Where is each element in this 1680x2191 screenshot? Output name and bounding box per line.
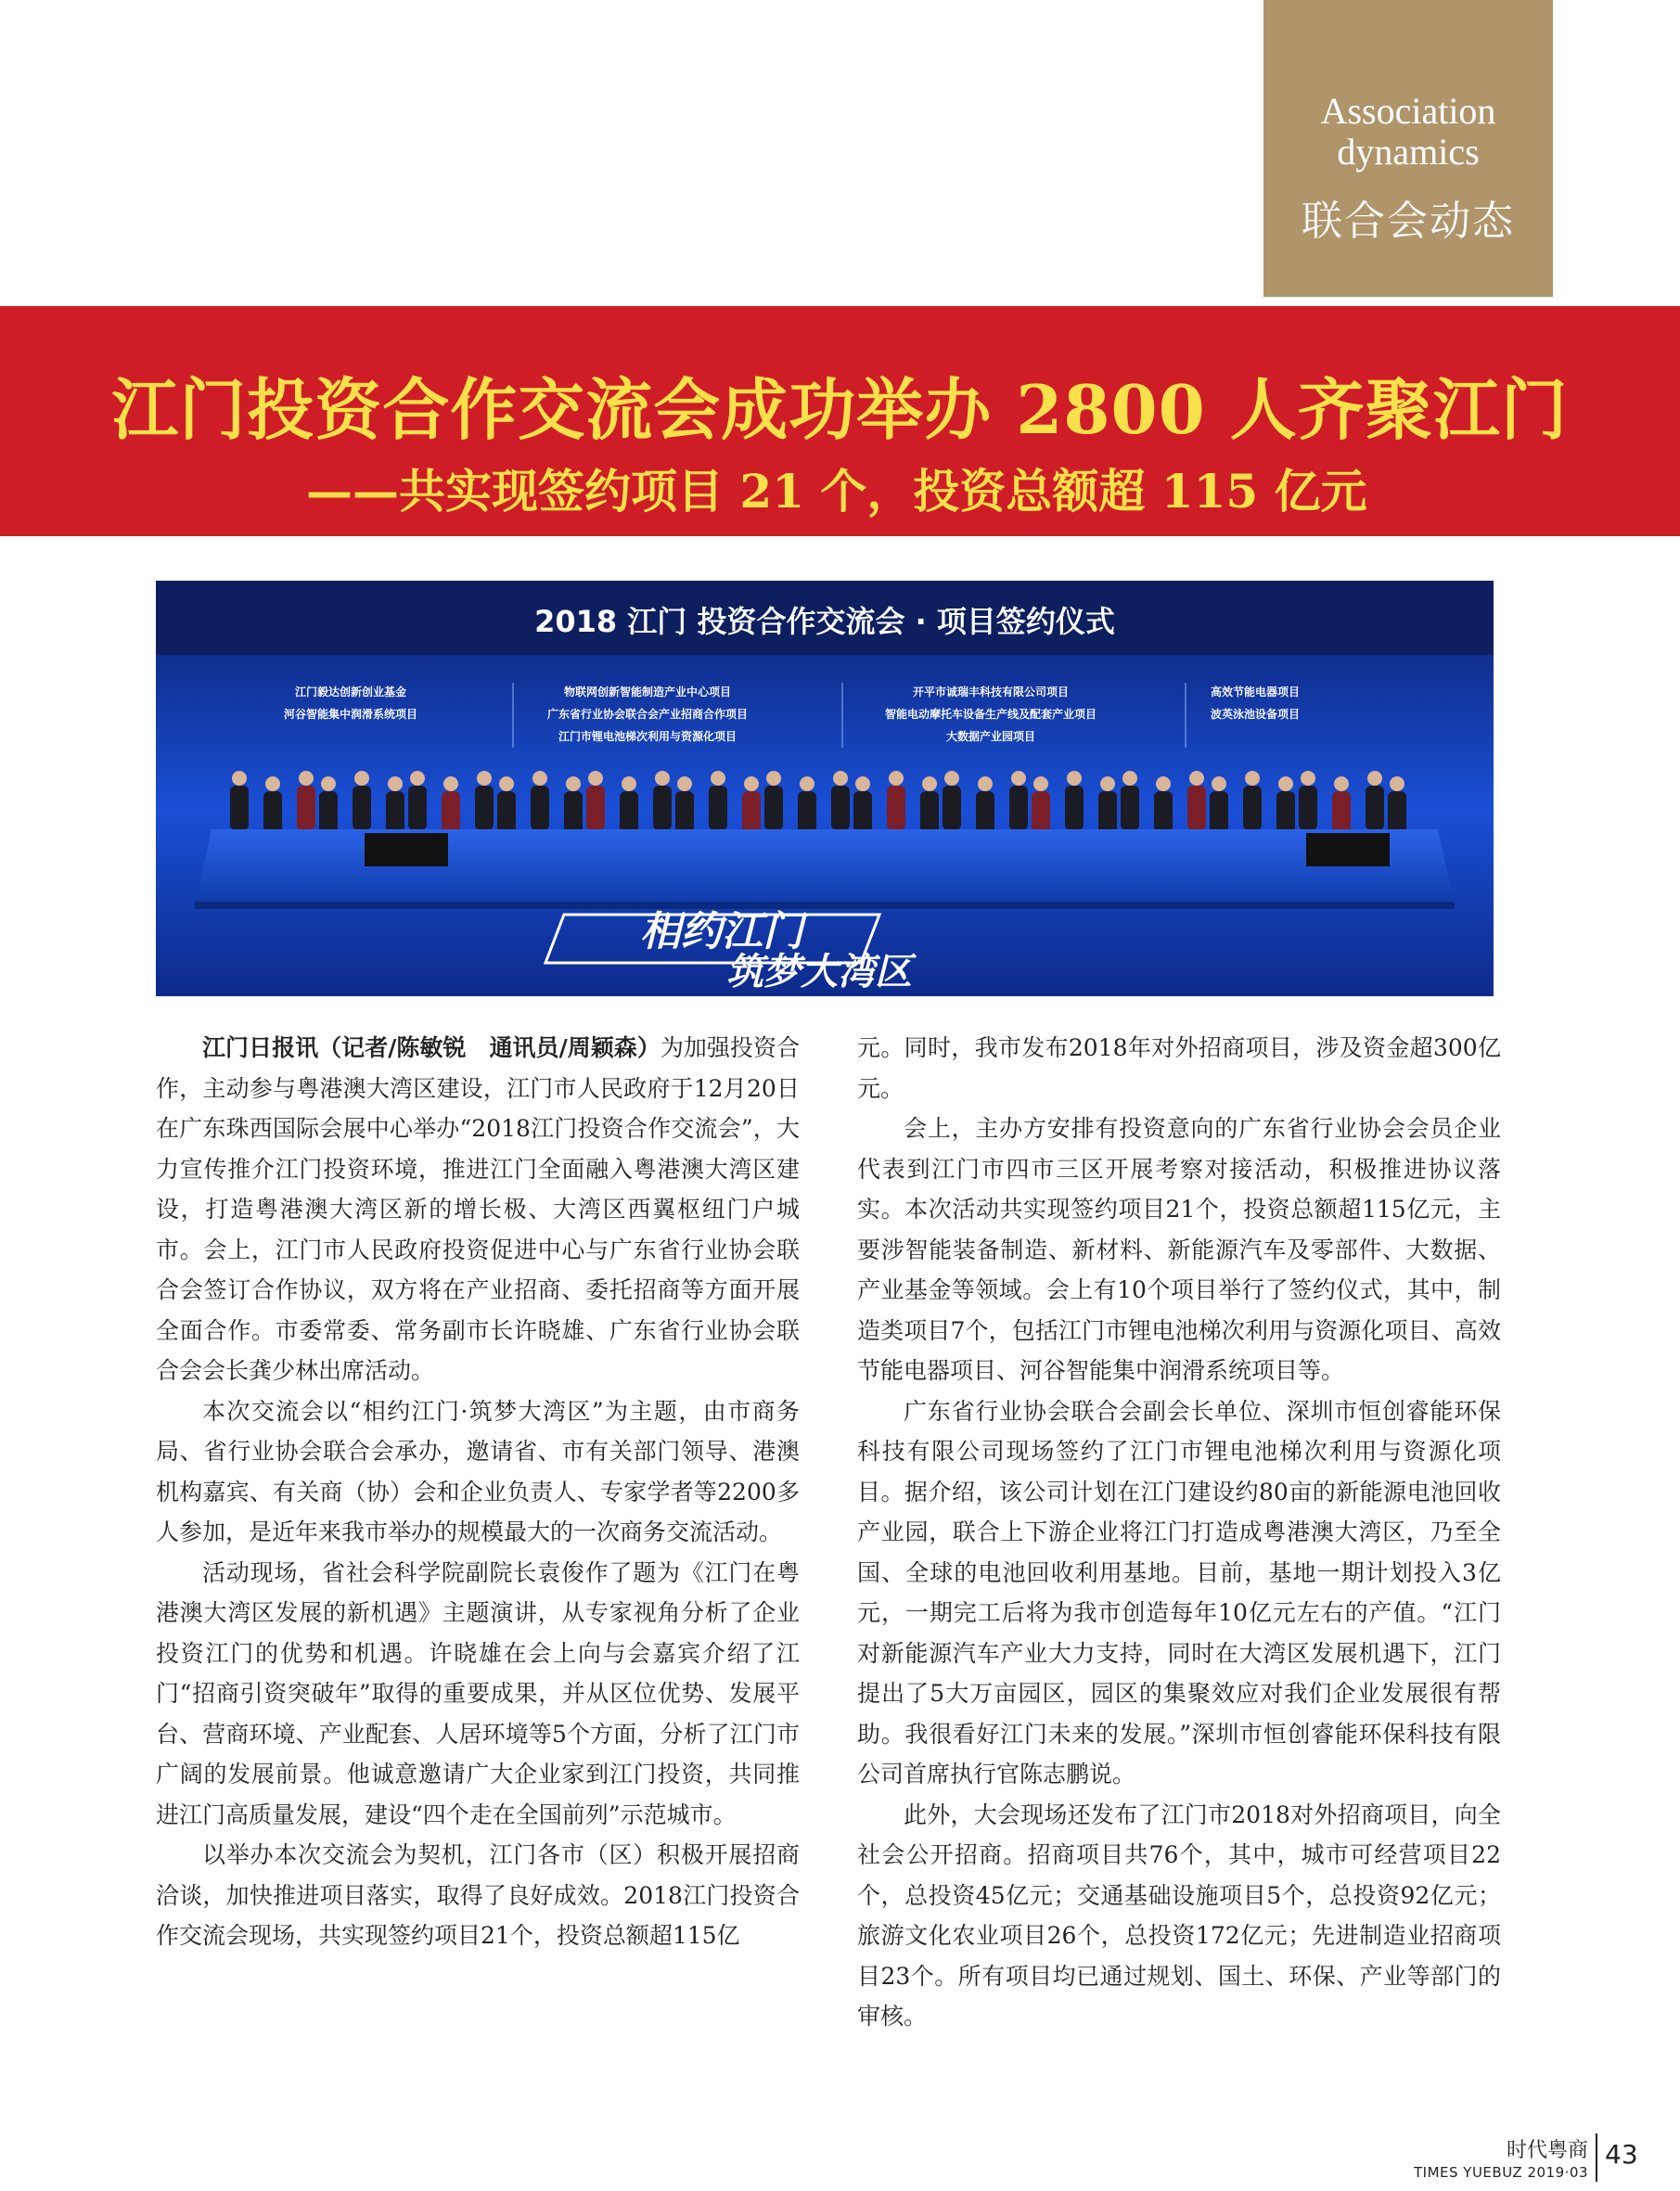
person-body (1098, 791, 1117, 836)
screen-item: 波英泳池设备项目 (1210, 708, 1301, 721)
person-body (853, 791, 872, 836)
screen-item: 智能电动摩托车设备生产线及配套产业项目 (884, 708, 1097, 721)
person-body (943, 786, 961, 830)
screen-item: 江门市锂电池梯次利用与资源化项目 (558, 730, 737, 743)
person-head (744, 776, 759, 791)
person-head (833, 771, 848, 786)
screen-item: 高效节能电器项目 (1210, 685, 1301, 698)
person-body (297, 786, 315, 830)
person-head (978, 776, 993, 791)
page-number: 43 (1605, 2139, 1638, 2170)
headline-title: 江门投资合作交流会成功举办 2800 人齐聚江门 (111, 370, 1569, 449)
person-head (711, 771, 725, 786)
person-head (232, 771, 247, 786)
headline-subtitle: ——共实现签约项目 21 个，投资总额超 115 亿元 (306, 464, 1367, 519)
person-head (944, 771, 959, 786)
screen-item: 开平市诚瑞丰科技有限公司项目 (912, 685, 1070, 698)
person-head (354, 771, 369, 786)
person-head (566, 776, 581, 791)
person-body (497, 791, 516, 836)
person-body (1366, 786, 1384, 830)
person-body (1121, 786, 1139, 830)
person-head (443, 776, 458, 791)
person-body (1388, 791, 1406, 836)
person-head (1245, 771, 1260, 786)
person-body (742, 791, 761, 836)
person-head (1212, 776, 1226, 791)
person-head (889, 771, 904, 786)
person-body (230, 786, 249, 830)
person-head (588, 771, 603, 786)
person-head (1189, 771, 1204, 786)
person-head (855, 776, 870, 791)
article-paragraph: 广东省行业协会联合会副会长单位、深圳市恒创睿能环保科技有限公司现场签约了江门市锂电池梯次利用与资源化项目。据介绍，该公司计划在江门建设约80亩的新能源电池回收产业园，联合上下游企业将江门打造成粤港澳大湾区，乃至全国、全球的电池回收利用基地。目前，基地一期计划投入3亿元，一期完工后将为我市创造每年10亿元左右的产值。“江门对新能源汽车产业大力支持，同时在大湾区发展机遇下，江门提出了5大万亩园区，园区的集聚效应对我们企业发展很有帮助。我很看好江门未来的发展。”深圳市恒创睿能环保科技有限公司首席执行官陈志鹏说。 (857, 1397, 1501, 1787)
magazine-name (1391, 2139, 1588, 2182)
section-name-en-1: Association (1320, 90, 1496, 132)
headline-banner (0, 306, 1680, 536)
person-body (653, 786, 672, 830)
screen-item: 广东省行业协会联合会产业招商合作项目 (546, 708, 749, 721)
person-head (1156, 776, 1171, 791)
person-head (265, 776, 280, 791)
section-tab (1263, 0, 1553, 297)
article-paragraph: 此外，大会现场还发布了江门市2018对外招商项目，向全社会公开招商。招商项目共76个，其中，城市可经营项目22个，总投资45亿元；交通基础设施项目5个，总投资92亿元；旅游文化农业项目26个，总投资172亿元；先进制造业招商项目23个。所有项目均已通过规划、国土、环保、产业等部门的审核。 (857, 1800, 1501, 2030)
person-head (499, 776, 514, 791)
person-body (709, 786, 727, 830)
person-head (532, 771, 547, 786)
person-body (408, 786, 427, 830)
person-body (1276, 791, 1295, 836)
slogan-1: 相约江门 (640, 908, 803, 955)
person-body (831, 786, 850, 830)
person-body (976, 791, 994, 836)
person-head (477, 771, 492, 786)
person-body (1210, 791, 1228, 836)
person-body (319, 791, 338, 836)
person-body (798, 791, 816, 836)
screen-item: 江门毅达创新创业基金 (294, 685, 407, 698)
screen-item: 物联网创新智能制造产业中心项目 (563, 685, 732, 698)
article-paragraph: 元。同时，我市发布2018年对外招商项目，涉及资金超300亿元。 (857, 1034, 1501, 1102)
person-body (887, 786, 905, 830)
article-column-right (857, 1028, 1501, 2037)
person-head (922, 776, 937, 791)
person-head (1122, 771, 1137, 786)
person-head (677, 776, 692, 791)
footer-divider (1596, 2133, 1597, 2182)
article-column-left (156, 1028, 800, 1956)
person-head (1278, 776, 1293, 791)
signing-ceremony-photo (156, 581, 1494, 996)
person-head (299, 771, 314, 786)
person-body (1009, 786, 1028, 830)
person-body (353, 786, 371, 830)
person-head (800, 776, 814, 791)
magazine-name-cn: 时代粤商 (1506, 2139, 1588, 2162)
person-head (410, 771, 425, 786)
section-name-cn: 联合会动态 (1302, 198, 1515, 245)
screen-item: 大数据产业园项目 (945, 730, 1036, 743)
person-head (1334, 776, 1349, 791)
person-body (1187, 786, 1206, 830)
person-head (655, 771, 670, 786)
article-paragraph: 会上，主办方安排有投资意向的广东省行业协会会员企业代表到江门市四市三区开展考察对接活动，积极推进协议落实。本次活动共实现签约项目21个，投资总额超115亿元，主要涉智能装备制造、新材料、新能源汽车及零部件、大数据、产业基金等领域。会上有10个项目举行了签约仪式，其中，制造类项目7个，包括江门市锂电池梯次利用与资源化项目、高效节能电器项目、河谷智能集中润滑系统项目等。 (857, 1115, 1501, 1384)
article-paragraph: 本次交流会以“相约江门·筑梦大湾区”为主题，由市商务局、省行业协会联合会承办，邀请省、市有关部门领导、港澳机构嘉宾、有关商（协）会和企业负责人、专家学者等2200多人参加，是近年来我市举办的规模最大的一次商务交流活动。 (156, 1397, 800, 1545)
section-name-en-2: dynamics (1337, 131, 1480, 173)
person-body (1332, 791, 1351, 836)
article-lead: 江门日报讯（记者/陈敏锐 通讯员/周颖森） (202, 1034, 660, 1061)
article-paragraph: 以举办本次交流会为契机，江门各市（区）积极开展招商洽谈，加快推进项目落实，取得了良好成效。2018江门投资合作交流会现场，共实现签约项目21个，投资总额超115亿 (156, 1841, 800, 1949)
person-head (1011, 771, 1026, 786)
screen-item: 河谷智能集中润滑系统项目 (283, 708, 418, 721)
person-body (1154, 791, 1173, 836)
person-body (442, 791, 460, 836)
article-paragraph: 活动现场，省社会科学院副院长袁俊作了题为《江门在粤港澳大湾区发展的新机遇》主题演讲，从专家视角分析了企业投资江门的优势和机遇。许晓雄在会上向与会嘉宾介绍了江门“招商引资突破年”取得的重要成果，并从区位优势、发展平台、营商环境、产业配套、人居环境等5个方面，分析了江门市广阔的发展前景。他诚意邀请广大企业家到江门投资，共同推进江门高质量发展，建设“四个走在全国前列”示范城市。 (156, 1558, 800, 1828)
stage-title: 2018 江门 投资合作交流会 · 项目签约仪式 (534, 604, 1115, 639)
person-body (586, 786, 605, 830)
person-head (388, 776, 403, 791)
person-body (475, 786, 494, 830)
person-head (766, 771, 781, 786)
person-body (1065, 786, 1084, 830)
person-body (920, 791, 939, 836)
person-body (1299, 786, 1317, 830)
person-body (764, 786, 783, 830)
person-head (622, 776, 636, 791)
person-body (263, 791, 282, 836)
person-head (1390, 776, 1404, 791)
person-body (620, 791, 638, 836)
person-body (675, 791, 694, 836)
person-head (1100, 776, 1115, 791)
person-head (1367, 771, 1382, 786)
magazine-name-en: TIMES YUEBUZ 2019·03 (1414, 2164, 1588, 2181)
person-head (321, 776, 336, 791)
person-body (564, 791, 583, 836)
person-body (386, 791, 404, 836)
slogan-2: 筑梦大湾区 (726, 951, 912, 993)
person-body (1243, 786, 1262, 830)
person-body (1032, 791, 1050, 836)
person-head (1033, 776, 1048, 791)
person-head (1301, 771, 1315, 786)
person-head (1067, 771, 1082, 786)
person-body (531, 786, 549, 830)
article-paragraph: 江门日报讯（记者/陈敏锐 通讯员/周颖森）为加强投资合作，主动参与粤港澳大湾区建设，江门市人民政府于12月20日在广东珠西国际会展中心举办“2018江门投资合作交流会”，大力宣传推介江门投资环境，推进江门全面融入粤港澳大湾区建设，打造粤港澳大湾区新的增长极、大湾区西翼枢纽门户城市。会上，江门市人民政府投资促进中心与广东省行业协会联合会签订合作协议，双方将在产业招商、委托招商等方面开展全面合作。市委常委、常务副市长许晓雄、广东省行业协会联合会会长龚少林出席活动。 (156, 1034, 800, 1384)
